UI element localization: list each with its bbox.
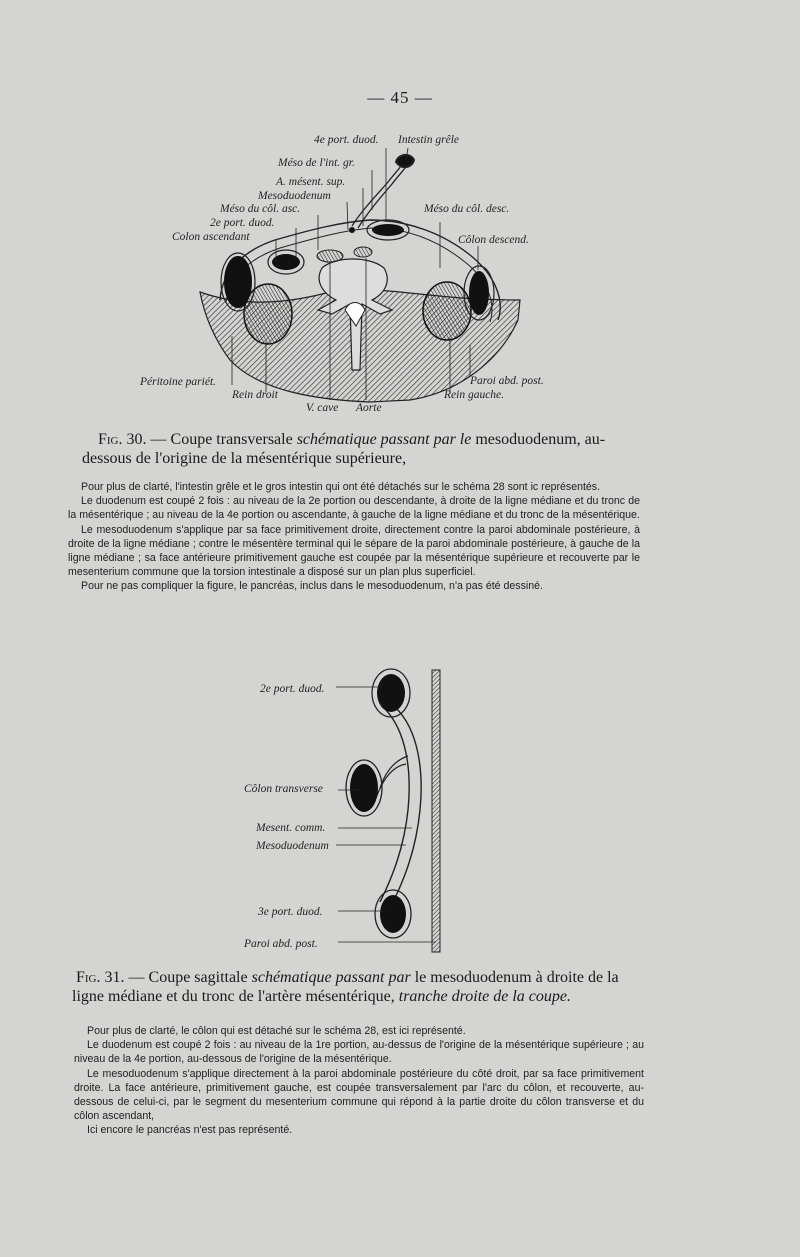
label-colon-descend: Côlon descend. [458,234,529,246]
figure-30-caption: Fig. 30. — Coupe transversale schématique passant par le mesoduodenum, au-dessous de l'origine de la mésentérique supérieure, [82,431,606,467]
colon-ascendant-shape [226,258,250,306]
note-paragraph: Ici encore le pancréas n'est pas représenté. [87,1124,293,1137]
label-peritoine-pariet: Péritoine pariét. [140,376,217,388]
note-paragraph: Le mesoduodenum s'applique par sa face primitivement droite, directement contre la paroi abdominale postérieure, à droite de la ligne médiane ; contre le mésentère terminal qui le sépare de la paroi abdominale postérieure, à gauche de la ligne médiane ; sa face antérieure primitivement gauche est coupée par la mésentérique supérieure et recouverte par le mesenterium commune que la torsion intestinale a disposé sur un plan plus superficiel. [68,523,640,579]
figure-30-notes [68,480,640,594]
intestin-grele-shape [396,155,414,167]
label-rein-gauche: Rein gauche. [444,389,505,401]
label-meso-int-gr: Méso de l'int. gr. [278,157,355,169]
v-cave-shape [317,250,343,262]
aorte-shape [354,247,372,257]
figure-31-caption: Fig. 31. — Coupe sagittale schématique passant par le mesoduodenum à droite de la ligne médiane et du tronc de l'artère mésentérique, tranche droite de la coupe. [72,969,619,1005]
label-mesoduodenum-31: Mesoduodenum [256,840,329,852]
figure-31-number: Fig. 31. [76,969,125,986]
label-a-mesent-sup: A. mésent. sup. [276,176,346,188]
label-rein-droit: Rein droit [232,389,278,401]
label-v-cave: V. cave [306,402,339,414]
rein-droit-shape [244,284,292,344]
figure-30-diagram [0,0,800,430]
note-paragraph: Pour plus de clarté, l'intestin grêle et le gros intestin qui ont été détachés sur le schéma 28 sont ic représentés. [81,481,601,493]
label-port3-duod: 3e port. duod. [258,906,323,918]
figure-30-number: Fig. 30. [98,431,147,448]
label-colon-transverse: Côlon transverse [244,783,323,795]
label-aorte: Aorte [356,402,382,414]
port3-duod-shape [380,895,406,933]
figure-31-notes [74,1024,644,1138]
label-port2-duod: 2e port. duod. [210,217,275,229]
label-port4-duod: 4e port. duod. [314,134,379,146]
label-paroi-abd-post: Paroi abd. post. [470,375,544,387]
port4-duod-shape [372,224,404,236]
note-paragraph: Le mesoduodenum s'applique directement à la paroi abdominale postérieure du côté droit, par sa face primitivement droite. La face antérieure, primitivement gauche, est coupée transversalement par l'arc du côlon, et recouverte, au-dessous de celui-ci, par le segment du mesenterium commune qui répond à la partie droite du côlon transverse et du côlon ascendant, [74,1067,644,1123]
note-paragraph: Pour ne pas compliquer la figure, le pancréas, inclus dans le mesoduodenum, n'a pas été dessiné. [81,580,543,593]
label-mesent-comm: Mesent. comm. [256,822,326,834]
figure-31-diagram [0,660,800,980]
page-number: — 45 — [367,88,433,107]
colon-transverse-shape [350,764,378,812]
label-paroi-abd-post-31: Paroi abd. post. [244,938,318,950]
colon-descend-shape [469,271,489,315]
port2-duod-31-shape [377,674,405,712]
label-port2-duod-31: 2e port. duod. [260,683,325,695]
note-paragraph: Le duodenum est coupé 2 fois : au niveau de la 1re portion, au-dessus de l'origine de la mésentérique supérieure ; au niveau de la 4e portion, au-dessous de l'origine de la mésentérique. [74,1039,644,1066]
note-paragraph: Pour plus de clarté, le côlon qui est détaché sur le schéma 28, est ici représenté. [87,1025,466,1037]
label-meso-col-asc: Méso du côl. asc. [220,203,301,215]
posterior-wall-31 [432,670,440,952]
note-paragraph: Le duodenum est coupé 2 fois : au niveau de la 2e portion ou descendante, à droite de la ligne médiane et du tronc de la mésentérique ; au niveau de la 4e portion ou ascendante, à gauche de la ligne médiane et du tronc de la mésentérique. [68,495,640,522]
label-meso-col-desc: Méso du côl. desc. [424,203,510,215]
label-intestin-grele: Intestin grêle [398,134,459,146]
label-mesoduodenum: Mesoduodenum [258,190,331,202]
label-colon-ascendant: Colon ascendant [172,231,250,243]
